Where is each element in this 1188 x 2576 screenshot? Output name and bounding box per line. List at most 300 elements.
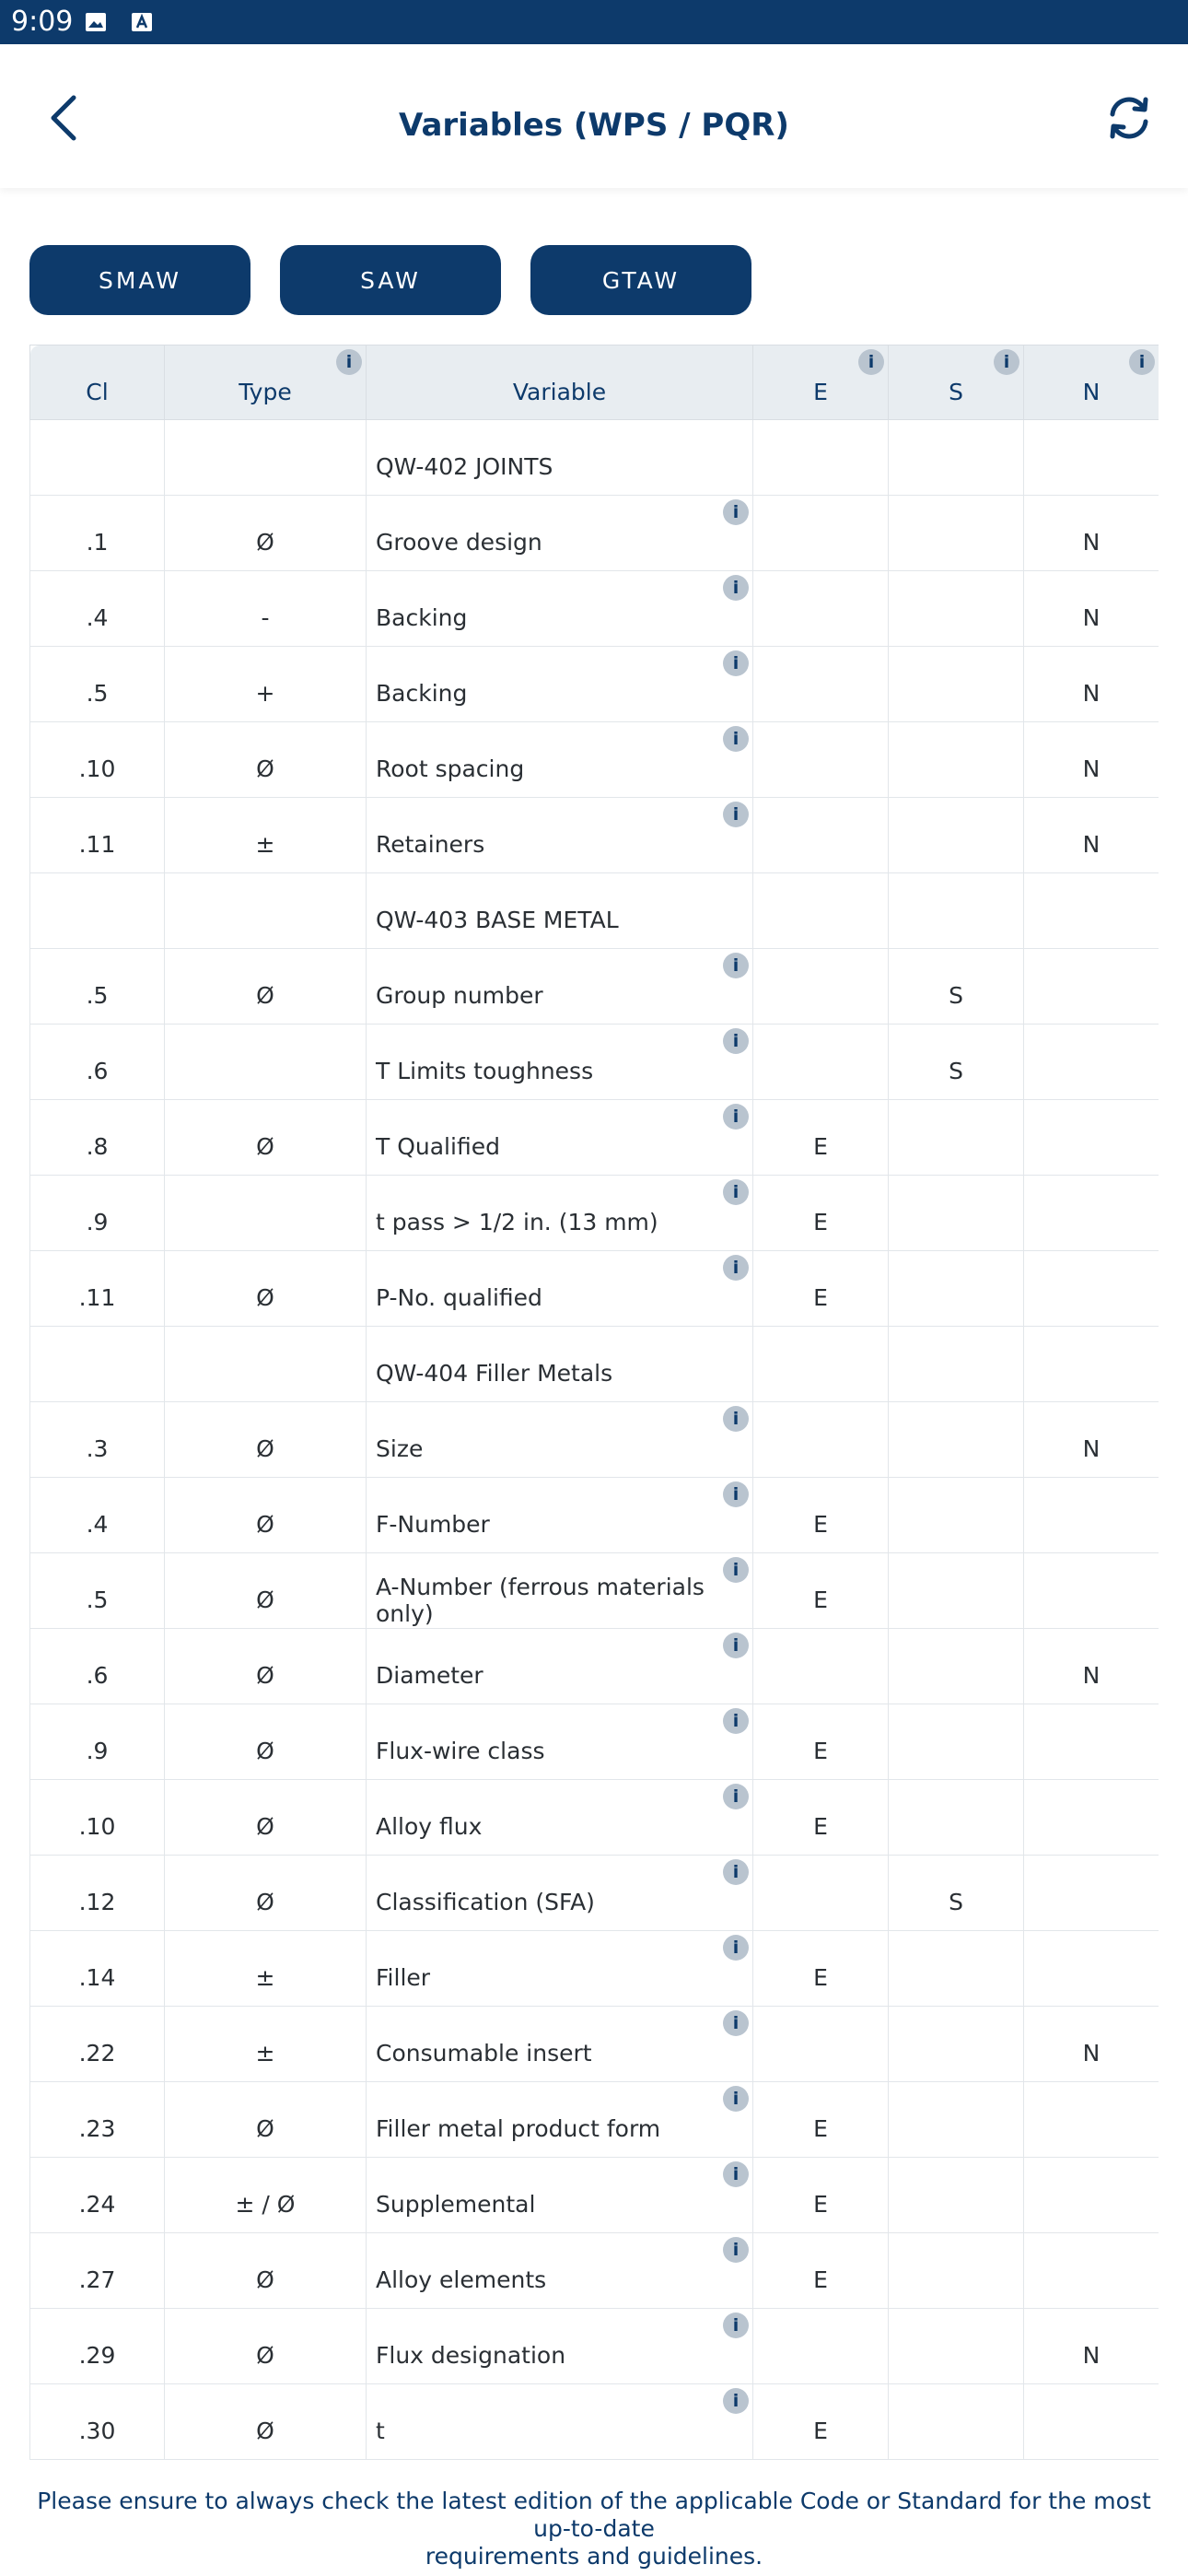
cell-n — [1024, 1931, 1159, 2007]
cell-s — [889, 2082, 1024, 2158]
cell-e — [753, 2158, 889, 2233]
cell-cl — [30, 420, 165, 496]
chevron-left-icon — [48, 94, 79, 142]
cell-type-text: ± — [255, 1964, 275, 1991]
table-row[interactable] — [30, 2158, 1159, 2233]
cell-s — [889, 1327, 1024, 1402]
cell-type — [165, 1629, 367, 1704]
header-n: N i — [1024, 345, 1159, 420]
cell-cl — [30, 1025, 165, 1100]
cell-s — [889, 1629, 1024, 1704]
cell-type — [165, 420, 367, 496]
cell-cl-text: .12 — [78, 1889, 116, 1915]
cell-n — [1024, 2233, 1159, 2309]
table-row[interactable] — [30, 1327, 1159, 1402]
cell-e — [753, 1025, 889, 1100]
cell-cl — [30, 722, 165, 798]
cell-variable — [367, 1553, 753, 1629]
cell-variable — [367, 1856, 753, 1931]
cell-e — [753, 1327, 889, 1402]
cell-s-text: S — [949, 982, 963, 1009]
cell-cl-text: .24 — [78, 2191, 116, 2218]
cell-cl-text: .11 — [78, 831, 116, 858]
cell-s — [889, 1251, 1024, 1327]
cell-cl-text: .30 — [78, 2418, 116, 2444]
cell-type-text: Ø — [256, 1284, 274, 1311]
cell-s — [889, 722, 1024, 798]
cell-s — [889, 420, 1024, 496]
cell-cl-text: .5 — [86, 1587, 109, 1613]
table-row[interactable] — [30, 1025, 1159, 1100]
cell-variable — [367, 571, 753, 647]
cell-variable — [367, 798, 753, 873]
cell-e — [753, 571, 889, 647]
cell-n — [1024, 2082, 1159, 2158]
cell-type — [165, 647, 367, 722]
cell-type-text: - — [261, 604, 270, 631]
cell-variable-text: Filler — [376, 1964, 431, 1991]
cell-s-text: S — [949, 1889, 963, 1915]
cell-cl-text: .4 — [86, 1511, 109, 1538]
section-heading — [367, 1327, 753, 1402]
info-icon[interactable]: i — [723, 650, 749, 676]
cell-variable — [367, 1025, 753, 1100]
cell-variable-text: Flux-wire class — [376, 1738, 545, 1764]
page-title: Variables (WPS / PQR) — [399, 107, 789, 144]
table-header-row — [30, 345, 1159, 420]
cell-variable — [367, 2309, 753, 2384]
cell-e-text: E — [813, 1738, 828, 1764]
info-icon[interactable]: i — [723, 2086, 749, 2112]
cell-variable — [367, 722, 753, 798]
cell-cl — [30, 2384, 165, 2460]
status-bar — [0, 0, 1188, 44]
table-row[interactable] — [30, 1780, 1159, 1856]
cell-variable — [367, 1100, 753, 1176]
cell-cl-text: .4 — [86, 604, 109, 631]
cell-e — [753, 1856, 889, 1931]
cell-type — [165, 1478, 367, 1553]
back-button[interactable] — [31, 81, 96, 155]
cell-e — [753, 1553, 889, 1629]
cell-n-text: N — [1082, 1435, 1101, 1462]
cell-variable — [367, 1931, 753, 2007]
cell-type — [165, 2384, 367, 2460]
cell-e — [753, 873, 889, 949]
table-row[interactable] — [30, 2007, 1159, 2082]
cell-n — [1024, 1251, 1159, 1327]
cell-variable — [367, 1704, 753, 1780]
info-icon[interactable]: i — [723, 2161, 749, 2187]
cell-n — [1024, 1629, 1159, 1704]
cell-type — [165, 1402, 367, 1478]
cell-n — [1024, 2309, 1159, 2384]
header-s: S i — [889, 345, 1024, 420]
cell-variable-text: P-No. qualified — [376, 1284, 542, 1311]
cell-variable — [367, 2082, 753, 2158]
footer-line-1: Please ensure to always check the latest edition of the applicable Code or Standard for the most up-to-date — [37, 2488, 1151, 2542]
cell-type — [165, 798, 367, 873]
cell-cl — [30, 1478, 165, 1553]
cell-type-text: Ø — [256, 1662, 274, 1689]
cell-e-text: E — [813, 2266, 828, 2293]
cell-variable-text: Backing — [376, 680, 468, 707]
cell-e-text: E — [813, 1813, 828, 1840]
table-row[interactable] — [30, 873, 1159, 949]
cell-n — [1024, 1100, 1159, 1176]
cell-e-text: E — [813, 1133, 828, 1160]
cell-n — [1024, 1025, 1159, 1100]
cell-e — [753, 1704, 889, 1780]
info-icon[interactable]: i — [723, 726, 749, 752]
cell-cl — [30, 2158, 165, 2233]
table-row[interactable] — [30, 1856, 1159, 1931]
cell-e — [753, 1629, 889, 1704]
cell-cl — [30, 647, 165, 722]
cell-e — [753, 949, 889, 1025]
cell-cl — [30, 1402, 165, 1478]
header-variable: Variable — [367, 345, 753, 420]
cell-s — [889, 571, 1024, 647]
cell-e — [753, 2082, 889, 2158]
table-row[interactable] — [30, 571, 1159, 647]
cell-type-text: Ø — [256, 982, 274, 1009]
cell-s — [889, 1931, 1024, 2007]
info-icon[interactable]: i — [723, 1179, 749, 1205]
cell-e-text: E — [813, 1284, 828, 1311]
section-heading-text: QW-402 JOINTS — [376, 453, 553, 480]
info-icon[interactable]: i — [723, 1028, 749, 1054]
table-row[interactable] — [30, 647, 1159, 722]
cell-variable — [367, 2233, 753, 2309]
footer-disclaimer — [37, 2488, 1151, 2570]
cell-type — [165, 1025, 367, 1100]
table-row[interactable] — [30, 1629, 1159, 1704]
cell-e — [753, 1478, 889, 1553]
refresh-icon — [1105, 94, 1153, 142]
cell-n-text: N — [1082, 831, 1101, 858]
table-row[interactable] — [30, 1251, 1159, 1327]
cell-cl-text: .27 — [78, 2266, 116, 2293]
cell-s — [889, 647, 1024, 722]
table-body — [30, 420, 1159, 2460]
cell-type — [165, 1176, 367, 1251]
cell-cl-text: .10 — [78, 755, 116, 782]
cell-n-text: N — [1082, 604, 1101, 631]
cell-variable — [367, 949, 753, 1025]
info-icon[interactable]: i — [723, 2313, 749, 2338]
info-icon[interactable]: i — [723, 1406, 749, 1432]
cell-variable-text: A-Number (ferrous materials only) — [376, 1573, 705, 1627]
info-icon[interactable]: i — [723, 2237, 749, 2263]
cell-e — [753, 2309, 889, 2384]
table-row[interactable] — [30, 496, 1159, 571]
cell-n-text: N — [1082, 680, 1101, 707]
cell-variable-text: Groove design — [376, 529, 542, 556]
table-row[interactable] — [30, 1478, 1159, 1553]
cell-n-text: N — [1082, 529, 1101, 556]
section-heading-text: QW-403 BASE METAL — [376, 907, 619, 933]
cell-n — [1024, 722, 1159, 798]
cell-variable-text: t pass > 1/2 in. (13 mm) — [376, 1209, 658, 1235]
cell-n — [1024, 873, 1159, 949]
cell-cl — [30, 2082, 165, 2158]
cell-type-text: + — [255, 680, 275, 707]
cell-n-text: N — [1082, 2040, 1101, 2067]
cell-variable — [367, 1402, 753, 1478]
cell-s — [889, 1176, 1024, 1251]
info-icon[interactable]: i — [723, 2010, 749, 2036]
cell-cl — [30, 2309, 165, 2384]
cell-cl — [30, 2233, 165, 2309]
cell-cl — [30, 1856, 165, 1931]
cell-type — [165, 873, 367, 949]
cell-s — [889, 2384, 1024, 2460]
cell-type-text: Ø — [256, 2418, 274, 2444]
cell-variable-text: Size — [376, 1435, 424, 1462]
cell-cl-text: .22 — [78, 2040, 116, 2067]
cell-cl-text: .6 — [86, 1662, 109, 1689]
cell-s — [889, 1553, 1024, 1629]
table-row[interactable] — [30, 1704, 1159, 1780]
cell-n — [1024, 798, 1159, 873]
cell-type-text: ± — [255, 2040, 275, 2067]
cell-e — [753, 2233, 889, 2309]
header-type: Type i — [165, 345, 367, 420]
cell-n — [1024, 420, 1159, 496]
cell-type — [165, 1553, 367, 1629]
cell-variable-text: Group number — [376, 982, 543, 1009]
info-icon[interactable]: i — [723, 1104, 749, 1130]
cell-cl — [30, 1327, 165, 1402]
cell-cl-text: .5 — [86, 680, 109, 707]
table-row[interactable] — [30, 1931, 1159, 2007]
cell-type-text: Ø — [256, 1813, 274, 1840]
cell-type-text: Ø — [256, 2266, 274, 2293]
cell-e — [753, 1100, 889, 1176]
cell-s — [889, 1856, 1024, 1931]
info-icon[interactable]: i — [858, 349, 884, 375]
cell-cl-text: .9 — [86, 1209, 109, 1235]
table-row[interactable] — [30, 2233, 1159, 2309]
info-icon[interactable]: i — [723, 1784, 749, 1809]
cell-type-text: Ø — [256, 2342, 274, 2369]
cell-type — [165, 496, 367, 571]
cell-type-text: Ø — [256, 2115, 274, 2142]
cell-type-text: ± — [255, 831, 275, 858]
cell-e — [753, 647, 889, 722]
cell-variable — [367, 2158, 753, 2233]
cell-variable-text: Alloy flux — [376, 1813, 483, 1840]
cell-s — [889, 2233, 1024, 2309]
cell-cl — [30, 1704, 165, 1780]
info-icon[interactable]: i — [723, 1557, 749, 1583]
status-time: 9:09 — [11, 6, 74, 38]
cell-type — [165, 2082, 367, 2158]
cell-e — [753, 1176, 889, 1251]
cell-n — [1024, 1856, 1159, 1931]
cell-variable — [367, 496, 753, 571]
info-icon[interactable]: i — [723, 1255, 749, 1281]
cell-s — [889, 2309, 1024, 2384]
table-row[interactable] — [30, 1100, 1159, 1176]
cell-e — [753, 420, 889, 496]
cell-cl — [30, 1251, 165, 1327]
info-icon[interactable]: i — [723, 1935, 749, 1961]
cell-type — [165, 1251, 367, 1327]
cell-variable — [367, 647, 753, 722]
cell-cl — [30, 1100, 165, 1176]
cell-n — [1024, 2007, 1159, 2082]
cell-type — [165, 1100, 367, 1176]
cell-variable-text: Retainers — [376, 831, 485, 858]
cell-type — [165, 1856, 367, 1931]
cell-n — [1024, 1176, 1159, 1251]
cell-n — [1024, 1704, 1159, 1780]
app-header — [0, 44, 1188, 188]
section-heading — [367, 420, 753, 496]
variables-table — [29, 345, 1159, 2460]
cell-s — [889, 1025, 1024, 1100]
cell-type-text: Ø — [256, 1587, 274, 1613]
cell-e — [753, 2007, 889, 2082]
cell-variable — [367, 2007, 753, 2082]
cell-n — [1024, 1478, 1159, 1553]
cell-s — [889, 873, 1024, 949]
cell-e — [753, 722, 889, 798]
cell-cl-text: .11 — [78, 1284, 116, 1311]
cell-variable — [367, 2384, 753, 2460]
tab-gtaw[interactable]: GTAW — [530, 245, 751, 315]
refresh-button[interactable] — [1092, 81, 1166, 155]
cell-cl-text: .8 — [86, 1133, 109, 1160]
table-row[interactable] — [30, 1176, 1159, 1251]
cell-type-text: Ø — [256, 1511, 274, 1538]
cell-cl-text: .3 — [86, 1435, 109, 1462]
cell-cl — [30, 571, 165, 647]
cell-s — [889, 2158, 1024, 2233]
cell-cl — [30, 496, 165, 571]
cell-type — [165, 1704, 367, 1780]
cell-variable-text: Flux designation — [376, 2342, 566, 2369]
info-icon[interactable]: i — [723, 953, 749, 978]
info-icon[interactable]: i — [723, 1708, 749, 1734]
table-row[interactable] — [30, 2384, 1159, 2460]
info-icon[interactable]: i — [723, 802, 749, 827]
tab-smaw[interactable]: SMAW — [29, 245, 250, 315]
cell-s — [889, 2007, 1024, 2082]
cell-cl-text: .5 — [86, 982, 109, 1009]
info-icon[interactable]: i — [723, 2388, 749, 2414]
info-icon[interactable]: i — [723, 575, 749, 601]
table-row[interactable] — [30, 1553, 1159, 1629]
cell-type — [165, 1780, 367, 1856]
section-heading — [367, 873, 753, 949]
cell-variable-text: Diameter — [376, 1662, 483, 1689]
table-row[interactable] — [30, 798, 1159, 873]
cell-type-text: Ø — [256, 1435, 274, 1462]
cell-cl — [30, 873, 165, 949]
cell-e-text: E — [813, 2191, 828, 2218]
cell-n — [1024, 2384, 1159, 2460]
variables-table-container[interactable] — [29, 345, 1159, 2460]
cell-variable — [367, 1629, 753, 1704]
cell-n-text: N — [1082, 755, 1101, 782]
cell-variable — [367, 1176, 753, 1251]
cell-n — [1024, 1402, 1159, 1478]
cell-variable-text: F-Number — [376, 1511, 490, 1538]
cell-variable-text: Supplemental — [376, 2191, 536, 2218]
cell-e — [753, 1402, 889, 1478]
info-icon[interactable]: i — [723, 1481, 749, 1507]
table-row[interactable] — [30, 2309, 1159, 2384]
cell-cl — [30, 1176, 165, 1251]
info-icon[interactable]: i — [723, 1633, 749, 1658]
cell-n — [1024, 496, 1159, 571]
cell-type-text: Ø — [256, 1133, 274, 1160]
cell-n — [1024, 571, 1159, 647]
tab-saw[interactable]: SAW — [280, 245, 501, 315]
table-row[interactable] — [30, 2082, 1159, 2158]
cell-type — [165, 722, 367, 798]
table-row[interactable] — [30, 1402, 1159, 1478]
cell-cl — [30, 1629, 165, 1704]
cell-n — [1024, 647, 1159, 722]
info-icon[interactable]: i — [994, 349, 1019, 375]
cell-n — [1024, 1780, 1159, 1856]
cell-s — [889, 1100, 1024, 1176]
cell-e-text: E — [813, 1511, 828, 1538]
cell-s — [889, 1704, 1024, 1780]
header-cl: Cl — [30, 345, 165, 420]
cell-type — [165, 571, 367, 647]
info-icon[interactable]: i — [723, 1859, 749, 1885]
cell-variable-text: Alloy elements — [376, 2266, 547, 2293]
cell-variable — [367, 1478, 753, 1553]
cell-s-text: S — [949, 1058, 963, 1084]
cell-s — [889, 1780, 1024, 1856]
cell-type-text: Ø — [256, 529, 274, 556]
cell-variable-text: T Limits toughness — [376, 1058, 594, 1084]
info-icon[interactable]: i — [1129, 349, 1155, 375]
table-row[interactable] — [30, 420, 1159, 496]
cell-n — [1024, 1327, 1159, 1402]
cell-cl-text: .1 — [86, 529, 109, 556]
image-icon — [85, 11, 107, 33]
cell-variable — [367, 1780, 753, 1856]
cell-type-text: Ø — [256, 755, 274, 782]
cell-type-text: ± / Ø — [235, 2191, 296, 2218]
cell-type — [165, 2233, 367, 2309]
cell-s — [889, 1478, 1024, 1553]
cell-variable-text: Filler metal product form — [376, 2115, 661, 2142]
cell-variable-text: Classification (SFA) — [376, 1889, 595, 1915]
cell-e — [753, 1780, 889, 1856]
table-row[interactable] — [30, 949, 1159, 1025]
cell-cl — [30, 798, 165, 873]
cell-e-text: E — [813, 2115, 828, 2142]
cell-variable — [367, 1251, 753, 1327]
cell-e-text: E — [813, 1587, 828, 1613]
cell-n — [1024, 2158, 1159, 2233]
cell-cl — [30, 2007, 165, 2082]
cell-n — [1024, 949, 1159, 1025]
info-icon[interactable]: i — [723, 499, 749, 525]
info-icon[interactable]: i — [336, 349, 362, 375]
cell-e — [753, 1251, 889, 1327]
cell-e — [753, 496, 889, 571]
table-row[interactable] — [30, 722, 1159, 798]
